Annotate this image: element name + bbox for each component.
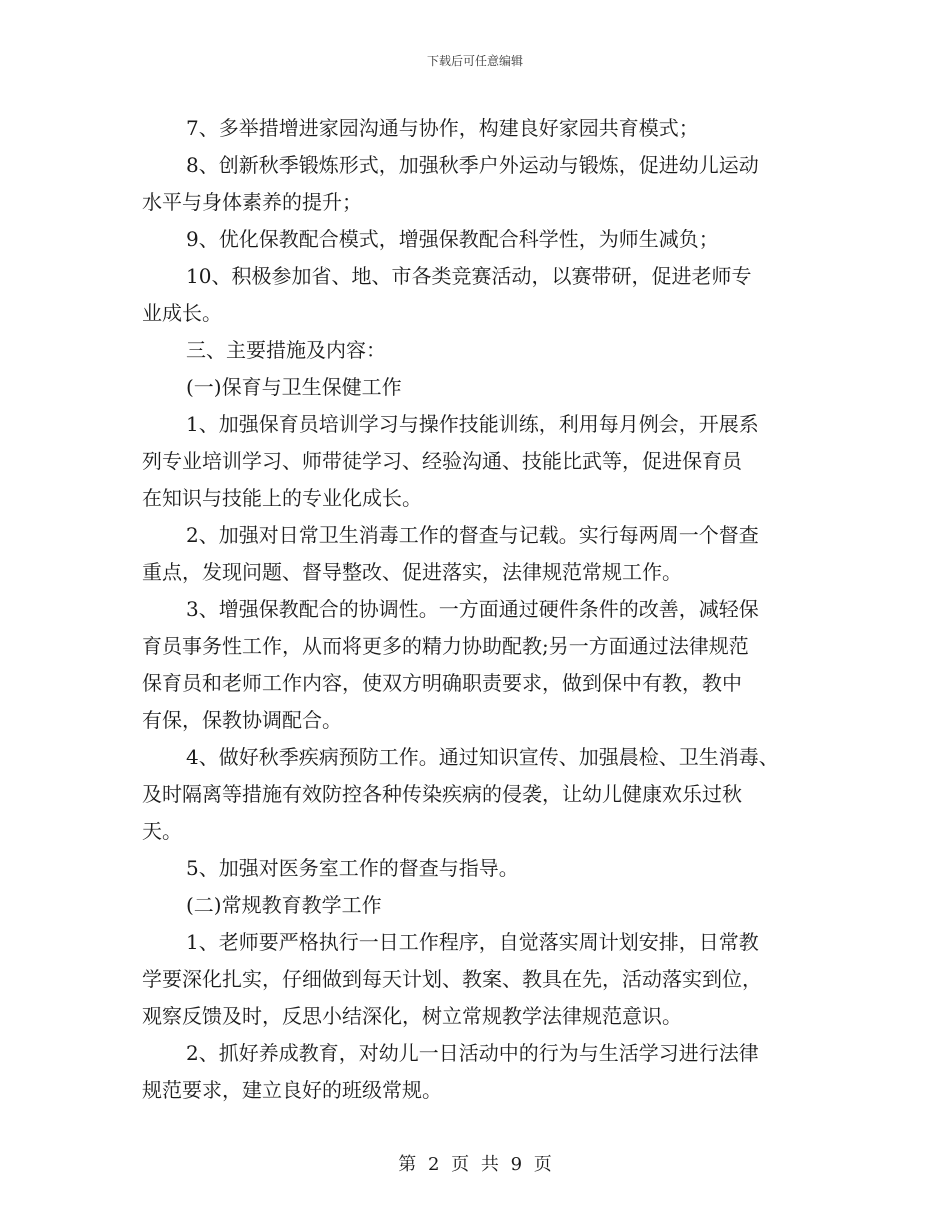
document-body — [142, 110, 822, 1109]
text-line: 三、主要措施及内容： — [186, 338, 386, 362]
text-line: 观察反馈及时，反思小结深化，树立常规教学法律规范意识。 — [142, 1004, 682, 1028]
text-line: 1、加强保育员培训学习与操作技能训练，利用每月例会，开展系 — [186, 412, 759, 436]
text-line: 7、多举措增进家园沟通与协作，构建良好家园共育模式； — [186, 116, 699, 140]
text-line: 4、做好秋季疾病预防工作。通过知识宣传、加强晨检、卫生消毒、 — [186, 745, 779, 769]
text-line: (二)常规教育教学工作 — [186, 893, 382, 917]
text-line: 育员事务性工作，从而将更多的精力协助配教;另一方面通过法律规范 — [142, 634, 749, 658]
text-line: 1、老师要严格执行一日工作程序，自觉落实周计划安排，日常教 — [186, 930, 759, 954]
text-line: 5、加强对医务室工作的督查与指导。 — [186, 856, 519, 880]
text-line: 及时隔离等措施有效防控各种传染疾病的侵袭，让幼儿健康欢乐过秋 — [142, 782, 742, 806]
text-line: 水平与身体素养的提升； — [142, 190, 362, 214]
text-line: 有保，保教协调配合。 — [142, 708, 342, 732]
text-line: 学要深化扎实，仔细做到每天计划、教案、教具在先，活动落实到位， — [142, 967, 762, 991]
text-line: 规范要求，建立良好的班级常规。 — [142, 1078, 442, 1102]
text-line: 重点，发现问题、督导整改、促进落实，法律规范常规工作。 — [142, 560, 682, 584]
text-line: (一)保育与卫生保健工作 — [186, 375, 402, 399]
text-line: 3、增强保教配合的协调性。一方面通过硬件条件的改善，减轻保 — [186, 597, 759, 621]
header-note: 下载后可任意编辑 — [426, 54, 523, 68]
text-line: 列专业培训学习、师带徒学习、经验沟通、技能比武等，促进保育员 — [142, 449, 742, 473]
text-line: 在知识与技能上的专业化成长。 — [142, 486, 422, 510]
text-line: 10、积极参加省、地、市各类竞赛活动，以赛带研，促进老师专 — [186, 264, 752, 288]
text-line: 8、创新秋季锻炼形式，加强秋季户外运动与锻炼，促进幼儿运动 — [186, 153, 759, 177]
text-line: 业成长。 — [142, 301, 222, 325]
text-line: 保育员和老师工作内容，使双方明确职责要求，做到保中有教，教中 — [142, 671, 742, 695]
page-number-footer: 第 2 页 共 9 页 — [398, 1154, 552, 1175]
text-line: 2、抓好养成教育，对幼儿一日活动中的行为与生活学习进行法律 — [186, 1041, 759, 1065]
text-line: 2、加强对日常卫生消毒工作的督查与记载。实行每两周一个督查 — [186, 523, 759, 547]
text-line: 9、优化保教配合模式，增强保教配合科学性，为师生减负； — [186, 227, 719, 251]
text-line: 天。 — [142, 819, 182, 843]
